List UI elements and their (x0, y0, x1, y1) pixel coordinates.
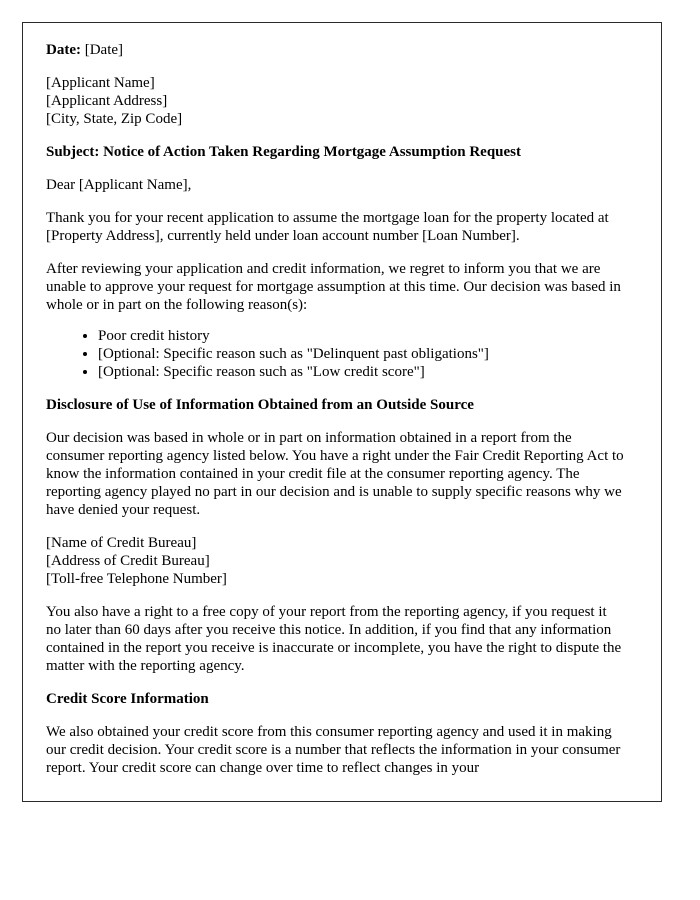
list-item: • Poor credit history (98, 327, 624, 345)
date-line (46, 41, 624, 59)
paragraph-disclosure: Our decision was based in whole or in part on information obtained in a report from the consumer reporting agency listed below. You have a right under the Fair Credit Reporting Act to know the information contained in your credit file at the consumer reporting agency. The reporting agency played no part in our decision and is unable to supply specific reasons why we have denied your request. (46, 430, 624, 518)
list-item: • [Optional: Specific reason such as "Low credit score"] (98, 363, 624, 381)
heading-disclosure: Disclosure of Use of Information Obtained from an Outside Source (46, 397, 474, 413)
recipient-address-block (46, 74, 624, 128)
subject-line: Subject: Notice of Action Taken Regarding Mortgage Assumption Request (46, 144, 521, 160)
list-item: • [Optional: Specific reason such as "Delinquent past obligations"] (98, 345, 624, 363)
credit-bureau-block (46, 534, 624, 588)
reason-list (46, 327, 624, 381)
paragraph-credit-score: We also obtained your credit score from this consumer reporting agency and used it in making our credit decision. Your credit score is a number that reflects the information in your consumer report. Your credit score can change over time to reflect changes in your (46, 724, 621, 776)
salutation: Dear [Applicant Name], (46, 177, 192, 193)
recipient-name: [Applicant Name] (46, 75, 155, 91)
credit-bureau-name: [Name of Credit Bureau] (46, 535, 197, 551)
date-value: [Date] (84, 42, 124, 58)
document-body (46, 41, 624, 777)
date-label: Date: (46, 42, 81, 58)
paragraph-decision: After reviewing your application and credit information, we regret to inform you that we are unable to approve your request for mortgage assumption at this time. Our decision was based in whole or in part on the following reason(s): (46, 261, 621, 313)
paragraph-intro: Thank you for your recent application to assume the mortgage loan for the property located at [Property Address], currently held under loan account number [Loan Number]. (46, 210, 609, 244)
paragraph-free-copy: You also have a right to a free copy of your report from the reporting agency, if you request it no later than 60 days after you receive this notice. In addition, if you find that any information contained in the report you receive is inaccurate or incomplete, you have the right to dispute the matter with the reporting agency. (46, 604, 622, 674)
recipient-city-state-zip: [City, State, Zip Code] (46, 111, 183, 127)
credit-bureau-phone: [Toll-free Telephone Number] (46, 571, 227, 587)
credit-bureau-address: [Address of Credit Bureau] (46, 553, 210, 569)
recipient-street: [Applicant Address] (46, 93, 168, 109)
heading-credit-score: Credit Score Information (46, 691, 209, 707)
document-page (22, 22, 662, 802)
